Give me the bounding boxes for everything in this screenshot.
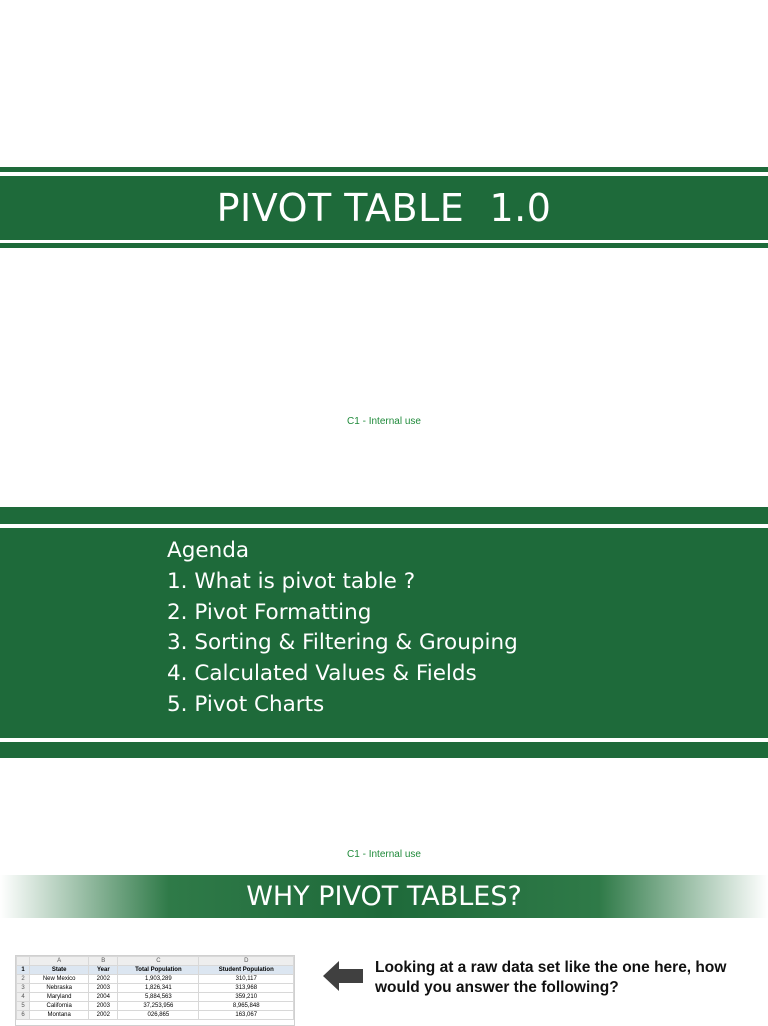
agenda-item: 2. Pivot Formatting bbox=[167, 599, 372, 625]
column-header: Year bbox=[89, 966, 118, 975]
title-bottom-rule bbox=[0, 243, 768, 248]
column-letter: C bbox=[118, 957, 199, 966]
column-letter: A bbox=[30, 957, 89, 966]
spreadsheet-thumbnail: A B C D 1 State Year Total Population Student Population 2 New Mexico 2002 1,903,289 310,117 3 Nebraska 2003 1,826,341 313,968 4 Maryland 2004 5,884,563 359,210 5 California 2003 37,253,956 8,965,848 6 Montana 2002 026,865 163,067 bbox=[15, 955, 295, 1026]
agenda-bottom-rule bbox=[0, 742, 768, 758]
arrow-left-icon bbox=[323, 960, 365, 992]
question-text: Looking at a raw data set like the one here, how would you answer the following? bbox=[375, 959, 727, 996]
agenda-item: 5. Pivot Charts bbox=[167, 691, 325, 717]
agenda-list bbox=[167, 536, 518, 721]
classification-label: C1 - Internal use bbox=[347, 416, 421, 427]
table-row: 2 New Mexico 2002 1,903,289 310,117 bbox=[17, 975, 294, 984]
column-letter: B bbox=[89, 957, 118, 966]
section-banner bbox=[0, 875, 768, 918]
agenda-heading: Agenda bbox=[167, 538, 250, 563]
agenda-item: 3. Sorting & Filtering & Grouping bbox=[167, 630, 518, 656]
table-row: 6 Montana 2002 026,865 163,067 bbox=[17, 1011, 294, 1020]
column-header: Student Population bbox=[199, 966, 294, 975]
agenda-top-rule bbox=[0, 507, 768, 524]
section-title: WHY PIVOT TABLES? bbox=[246, 881, 522, 912]
table-row: 4 Maryland 2004 5,884,563 359,210 bbox=[17, 993, 294, 1002]
column-header: Total Population bbox=[118, 966, 199, 975]
slide-title: PIVOT TABLE 1.0 bbox=[216, 186, 552, 230]
table-row: 5 California 2003 37,253,956 8,965,848 bbox=[17, 1002, 294, 1011]
classification-label: C1 - Internal use bbox=[347, 849, 421, 860]
title-band bbox=[0, 176, 768, 240]
table-row: 3 Nebraska 2003 1,826,341 313,968 bbox=[17, 984, 294, 993]
column-letter: D bbox=[199, 957, 294, 966]
title-top-rule bbox=[0, 167, 768, 172]
agenda-item: 1. What is pivot table ? bbox=[167, 568, 416, 594]
column-header: State bbox=[30, 966, 89, 975]
agenda-item: 4. Calculated Values & Fields bbox=[167, 661, 477, 687]
